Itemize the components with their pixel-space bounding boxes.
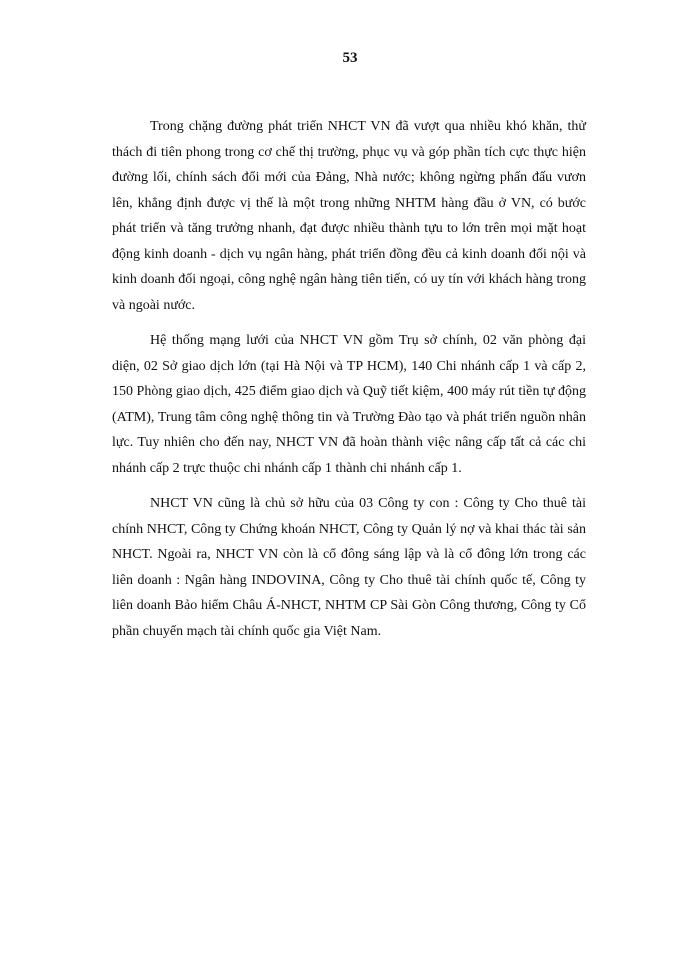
- paragraph-subsidiaries: NHCT VN cũng là chủ sở hữu của 03 Công ty con : Công ty Cho thuê tài chính NHCT, Công ty Chứng khoán NHCT, Công ty Quản lý nợ và khai thác tài sản NHCT. Ngoài ra, NHCT VN còn là cổ đông sáng lập và là cổ đông lớn trong các liên doanh : Ngân hàng INDOVINA, Công ty Cho thuê tài chính quốc tế, Công ty liên doanh Bảo hiểm Châu Á-NHCT, NHTM CP Sài Gòn Công thương, Công ty Cổ phần chuyển mạch tài chính quốc gia Việt Nam.: [112, 496, 586, 639]
- paragraph-development: Trong chặng đường phát triển NHCT VN đã vượt qua nhiều khó khăn, thử thách đi tiên phong trong cơ chế thị trường, phục vụ và góp phần tích cực thực hiện đường lối, chính sách đổi mới của Đảng, Nhà nước; không ngừng phấn đấu vươn lên, khẳng định được vị thế là một trong những NHTM hàng đầu ở VN, có bước phát triển và tăng trưởng nhanh, đạt được nhiều thành tựu to lớn trên mọi mặt hoạt động kinh doanh - dịch vụ ngân hàng, phát triển đồng đều cả kinh doanh đối nội và kinh doanh đối ngoại, công nghệ ngân hàng tiên tiến, có uy tín với khách hàng trong và ngoài nước.: [112, 119, 586, 313]
- page-number: 53: [342, 50, 358, 66]
- paragraph-network: Hệ thống mạng lưới của NHCT VN gồm Trụ sở chính, 02 văn phòng đại diện, 02 Sở giao dịch lớn (tại Hà Nội và TP HCM), 140 Chi nhánh cấp 1 và cấp 2, 150 Phòng giao dịch, 425 điểm giao dịch và Quỹ tiết kiệm, 400 máy rút tiền tự động (ATM), Trung tâm công nghệ thông tin và Trường Đào tạo và phát triển nguồn nhân lực. Tuy nhiên cho đến nay, NHCT VN đã hoàn thành việc nâng cấp tất cả các chi nhánh cấp 2 trực thuộc chi nhánh cấp 1 thành chi nhánh cấp 1.: [112, 333, 586, 476]
- body-text: [112, 114, 586, 654]
